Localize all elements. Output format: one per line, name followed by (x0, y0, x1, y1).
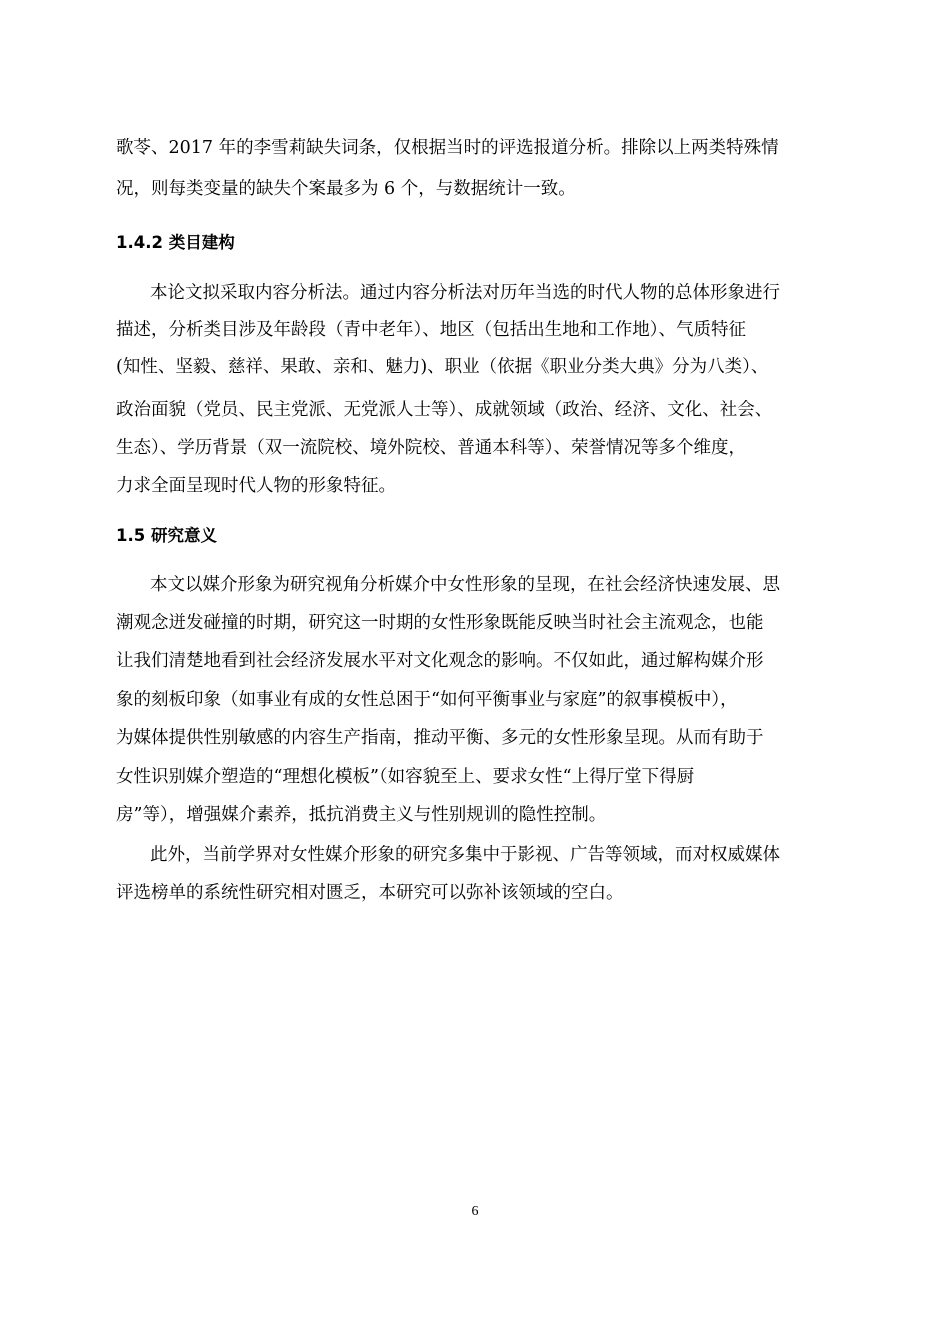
body-text-line: 本论文拟采取内容分析法。通过内容分析法对历年当选的时代人物的总体形象进行 (150, 283, 780, 303)
page-number: 6 (471, 1204, 479, 1219)
body-text-line: 歌苓、2017 年的李雪莉缺失词条，仅根据当时的评选报道分析。排除以上两类特殊情 (116, 138, 779, 158)
body-text-line: 房”等），增强媒介素养，抵抗消费主义与性别规训的隐性控制。 (116, 805, 607, 825)
body-text-line: 况，则每类变量的缺失个案最多为 6 个，与数据统计一致。 (116, 179, 576, 199)
body-text-line: 本文以媒介形象为研究视角分析媒介中女性形象的呈现，在社会经济快速发展、思 (150, 575, 780, 595)
section-heading-1-5: 1.5 研究意义 (116, 526, 217, 545)
body-text-line: 政治面貌（党员、民主党派、无党派人士等）、成就领域（政治、经济、文化、社会、 (116, 400, 773, 420)
body-text-line: (知性、坚毅、慈祥、果敢、亲和、魅力)、职业（依据《职业分类大典》分为八类）、 (116, 357, 769, 377)
body-text-line: 评选榜单的系统性研究相对匮乏，本研究可以弥补该领域的空白。 (116, 883, 624, 903)
body-text-line: 潮观念迸发碰撞的时期，研究这一时期的女性形象既能反映当时社会主流观念，也能 (116, 613, 764, 633)
body-text-line: 生态）、学历背景（双一流院校、境外院校、普通本科等）、荣誉情况等多个维度， (116, 438, 746, 458)
body-text-line: 让我们清楚地看到社会经济发展水平对文化观念的影响。不仅如此，通过解构媒介形 (116, 651, 764, 671)
body-text-line: 为媒体提供性别敏感的内容生产指南，推动平衡、多元的女性形象呈现。从而有助于 (116, 728, 764, 748)
body-text-line: 此外，当前学界对女性媒介形象的研究多集中于影视、广告等领域，而对权威媒体 (150, 845, 780, 865)
section-heading-1-4-2: 1.4.2 类目建构 (116, 233, 235, 252)
body-text-line: 象的刻板印象（如事业有成的女性总困于“如何平衡事业与家庭”的叙事模板中）， (116, 690, 738, 710)
body-text-line: 描述，分析类目涉及年龄段（青中老年）、地区（包括出生地和工作地）、气质特征 (116, 320, 746, 340)
body-text-line: 力求全面呈现时代人物的形象特征。 (116, 476, 396, 496)
body-text-line: 女性识别媒介塑造的“理想化模板”（如容貌至上、要求女性“上得厅堂下得厨 (116, 767, 695, 787)
